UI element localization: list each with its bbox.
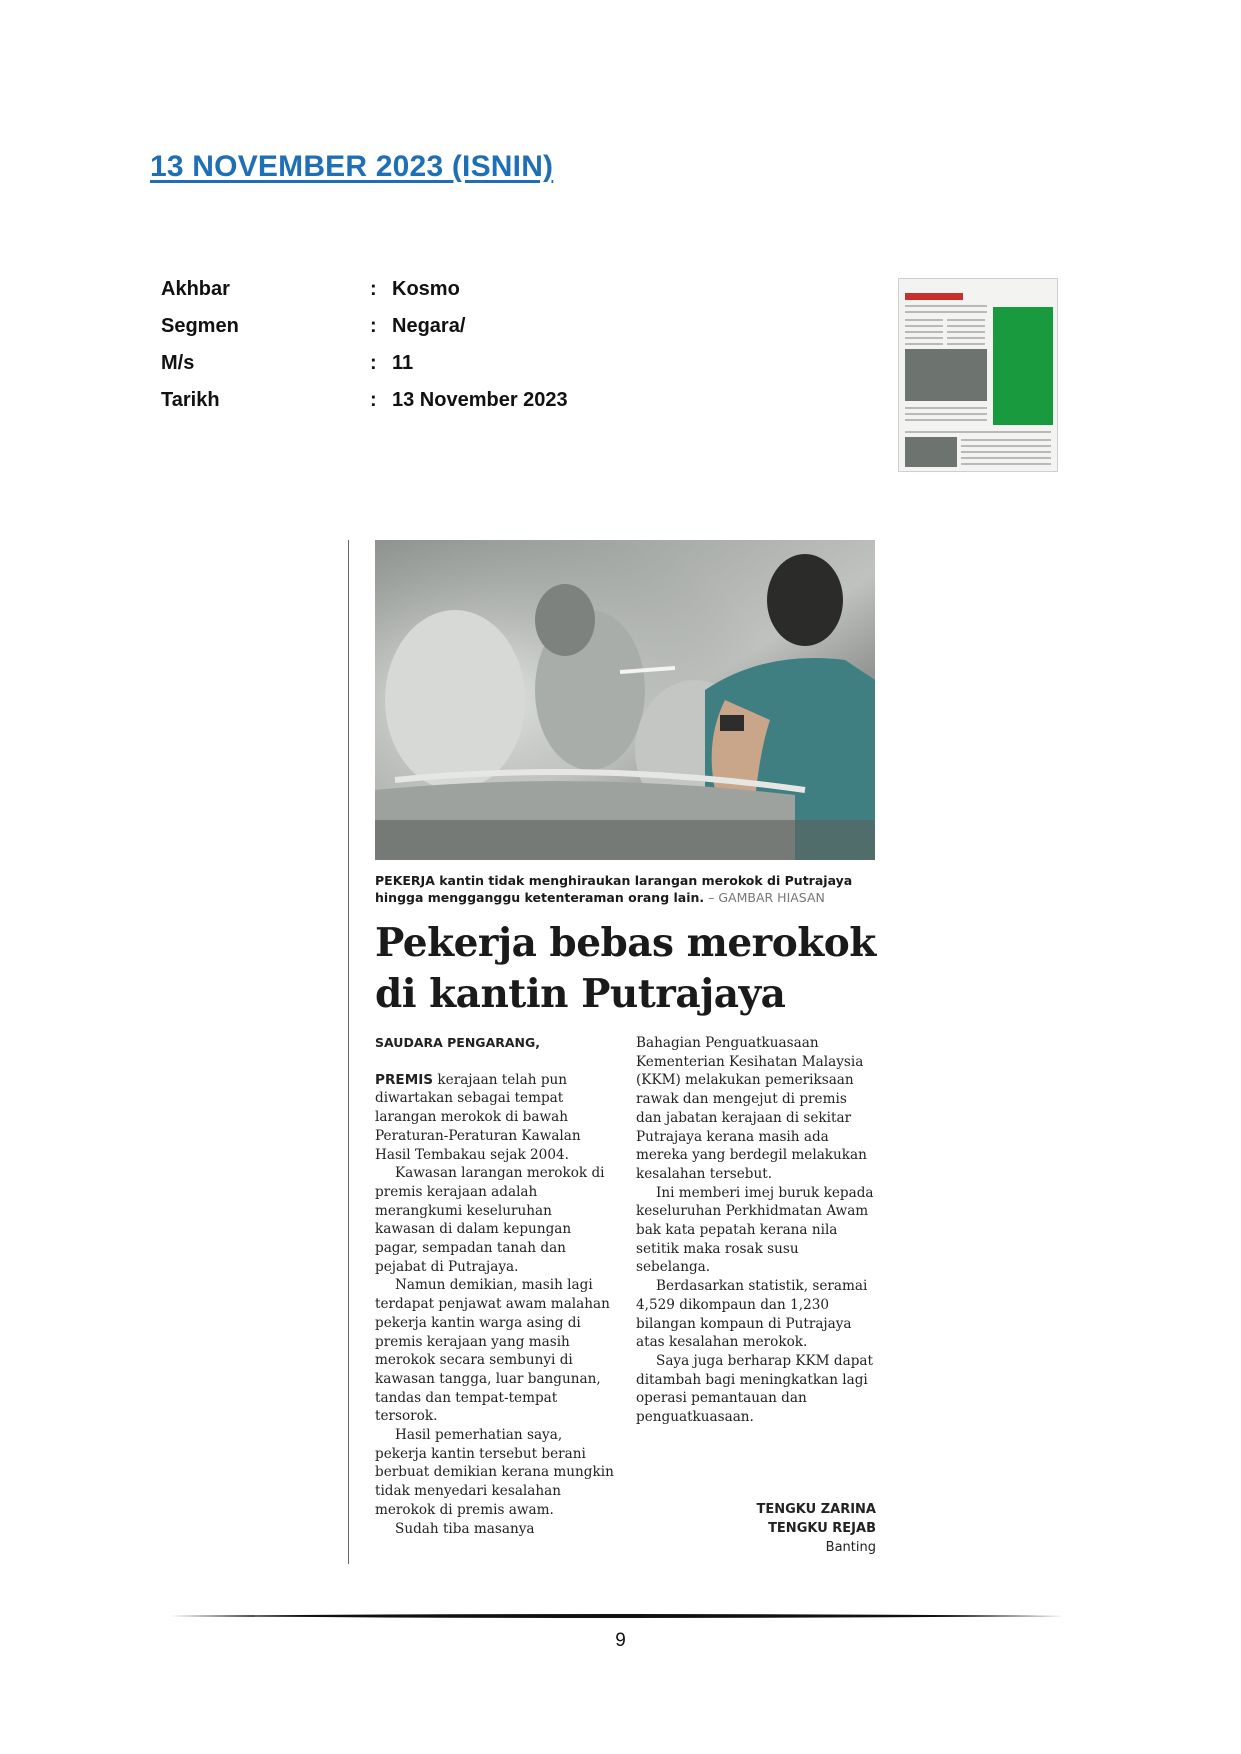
meta-value: Kosmo <box>392 278 460 300</box>
author-name-line: TENGKU REJAB <box>768 1521 876 1536</box>
paragraph: Ini memberi imej buruk kepada keseluruhan Perkhidmatan Awam bak kata pepatah kerana nila setitik maka rosak susu sebelanga. <box>636 1184 874 1276</box>
article-column-right <box>636 1034 876 1427</box>
meta-value: Negara/ <box>392 315 466 337</box>
thumbnail-ad-block <box>993 307 1053 425</box>
lead-word: PREMIS <box>375 1071 434 1088</box>
meta-colon: : <box>370 315 377 337</box>
footer-divider <box>170 1613 1063 1619</box>
meta-label: Akhbar <box>161 278 230 300</box>
caption-credit: – GAMBAR HIASAN <box>708 890 825 905</box>
meta-colon: : <box>370 352 377 374</box>
meta-label: Segmen <box>161 315 239 337</box>
paragraph: Sudah tiba masanya <box>395 1520 535 1537</box>
photo-caption <box>375 872 875 906</box>
salutation: SAUDARA PENGARANG, <box>375 1035 541 1050</box>
thumbnail-photo <box>905 437 957 467</box>
caption-text: PEKERJA kantin tidak menghiraukan larangan merokok di Putrajaya hingga mengganggu ketenteraman orang lain. <box>375 873 853 905</box>
page-date-title: 13 NOVEMBER 2023 (ISNIN) <box>150 150 554 183</box>
article-column-left <box>375 1034 615 1538</box>
page-number: 9 <box>615 1630 626 1651</box>
meta-label: Tarikh <box>161 389 220 411</box>
paragraph: Kawasan larangan merokok di premis kerajaan adalah merangkumi keseluruhan kawasan di dalam kepungan pagar, sempadan tanah dan pejabat di Putrajaya. <box>375 1165 605 1275</box>
meta-colon: : <box>370 278 377 300</box>
meta-value: 13 November 2023 <box>392 389 568 411</box>
meta-colon: : <box>370 389 377 411</box>
meta-value: 11 <box>392 352 414 374</box>
paragraph: Berdasarkan statistik, seramai 4,529 dikompaun dan 1,230 bilangan kompaun di Putrajaya atas kesalahan merokok. <box>636 1278 868 1351</box>
paragraph: Hasil pemerhatian saya, pekerja kantin tersebut berani berbuat demikian kerana mungkin tidak menyedari kesalahan merokok di premis awam. <box>375 1427 614 1518</box>
article-photo <box>375 540 875 860</box>
paragraph: Namun demikian, masih lagi terdapat penjawat awam malahan pekerja kantin warga asing di premis kerajaan yang masih merokok secara sembunyi di kawasan tangga, luar bangunan, tandas dan tempat-tempat tersorok. <box>375 1277 610 1425</box>
meta-label: M/s <box>161 352 195 374</box>
article-headline: Pekerja bebas merokok di kantin Putrajaya <box>375 920 876 1017</box>
author-name-line: TENGKU ZARINA <box>756 1502 876 1517</box>
thumbnail-photo <box>905 349 987 401</box>
paragraph: Bahagian Penguatkuasaan Kementerian Kesihatan Malaysia (KKM) melakukan pemeriksaan rawak dan mengejut di premis dan jabatan kerajaan di sekitar Putrajaya kerana masih ada mereka yang berdegil melakukan kesalahan tersebut. <box>636 1035 867 1182</box>
clipping-edge-rule <box>348 540 349 1564</box>
paragraph-text: kerajaan telah pun diwartakan sebagai tempat larangan merokok di bawah Peraturan-Peraturan Kawalan Hasil Tembakau sejak 2004. <box>375 1071 581 1163</box>
author-location: Banting <box>825 1540 876 1555</box>
newspaper-page-thumbnail <box>898 278 1058 472</box>
paragraph <box>375 1071 615 1165</box>
paragraph: Saya juga berharap KKM dapat ditambah bagi meningkatkan lagi operasi pemantauan dan penguatkuasaan. <box>636 1352 873 1426</box>
letter-signature <box>636 1500 876 1557</box>
